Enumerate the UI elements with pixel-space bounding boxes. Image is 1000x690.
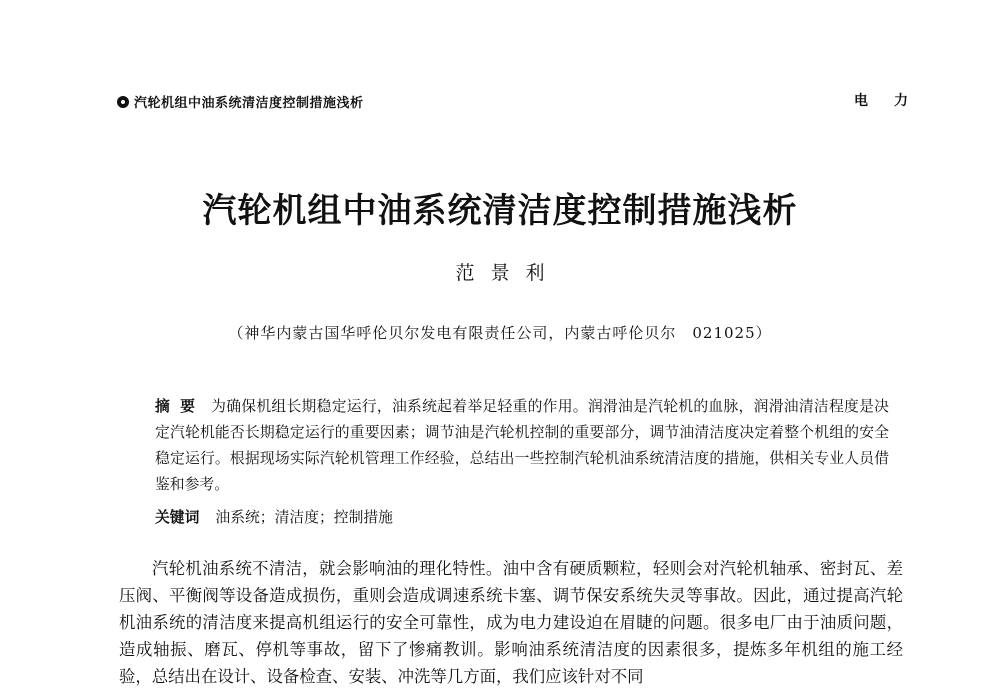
abstract-label: 摘要: [155, 398, 206, 415]
author-name: 范景利: [455, 262, 561, 284]
keywords-text: 油系统；清洁度；控制措施: [215, 509, 393, 526]
running-header-left: [117, 92, 364, 111]
running-header-title: 汽轮机组中油系统清洁度控制措施浅析: [134, 96, 364, 111]
paper-title: 汽轮机组中油系统清洁度控制措施浅析: [202, 191, 798, 231]
abstract-block: [155, 394, 889, 498]
author-affiliation: （神华内蒙古国华呼伦贝尔发电有限责任公司，内蒙古呼伦贝尔 021025）: [228, 324, 772, 342]
keywords-line: [155, 506, 393, 527]
keywords-label: 关键词: [155, 509, 200, 526]
circle-bullet-icon: [117, 96, 129, 108]
journal-name: 电力: [854, 93, 934, 109]
body-paragraph: 汽轮机油系统不清洁，就会影响油的理化特性。油中含有硬质颗粒，轻则会对汽轮机轴承、密封瓦、差压阀、平衡阀等设备造成损伤，重则会造成调速系统卡塞、调节保安系统失灵等事故。因此，通过提高汽轮机油系统的清洁度来提高机组运行的安全可靠性，成为电力建设迫在眉睫的问题。很多电厂由于油质问题，造成轴振、磨瓦、停机等事故，留下了惨痛教训。影响油系统清洁度的因素很多，提炼多年机组的施工经验，总结出在设计、设备检查、安装、冲洗等几方面，我们应该针对不同: [119, 559, 903, 686]
running-header: [117, 92, 934, 114]
abstract-text: 为确保机组长期稳定运行，油系统起着举足轻重的作用。润滑油是汽轮机的血脉，润滑油清洁程度是决定汽轮机能否长期稳定运行的重要因素；调节油是汽轮机控制的重要部分，调节油清洁度决定着整个机组的安全稳定运行。根据现场实际汽轮机管理工作经验，总结出一些控制汽轮机油系统清洁度的措施，供相关专业人员借鉴和参考。: [155, 398, 889, 493]
